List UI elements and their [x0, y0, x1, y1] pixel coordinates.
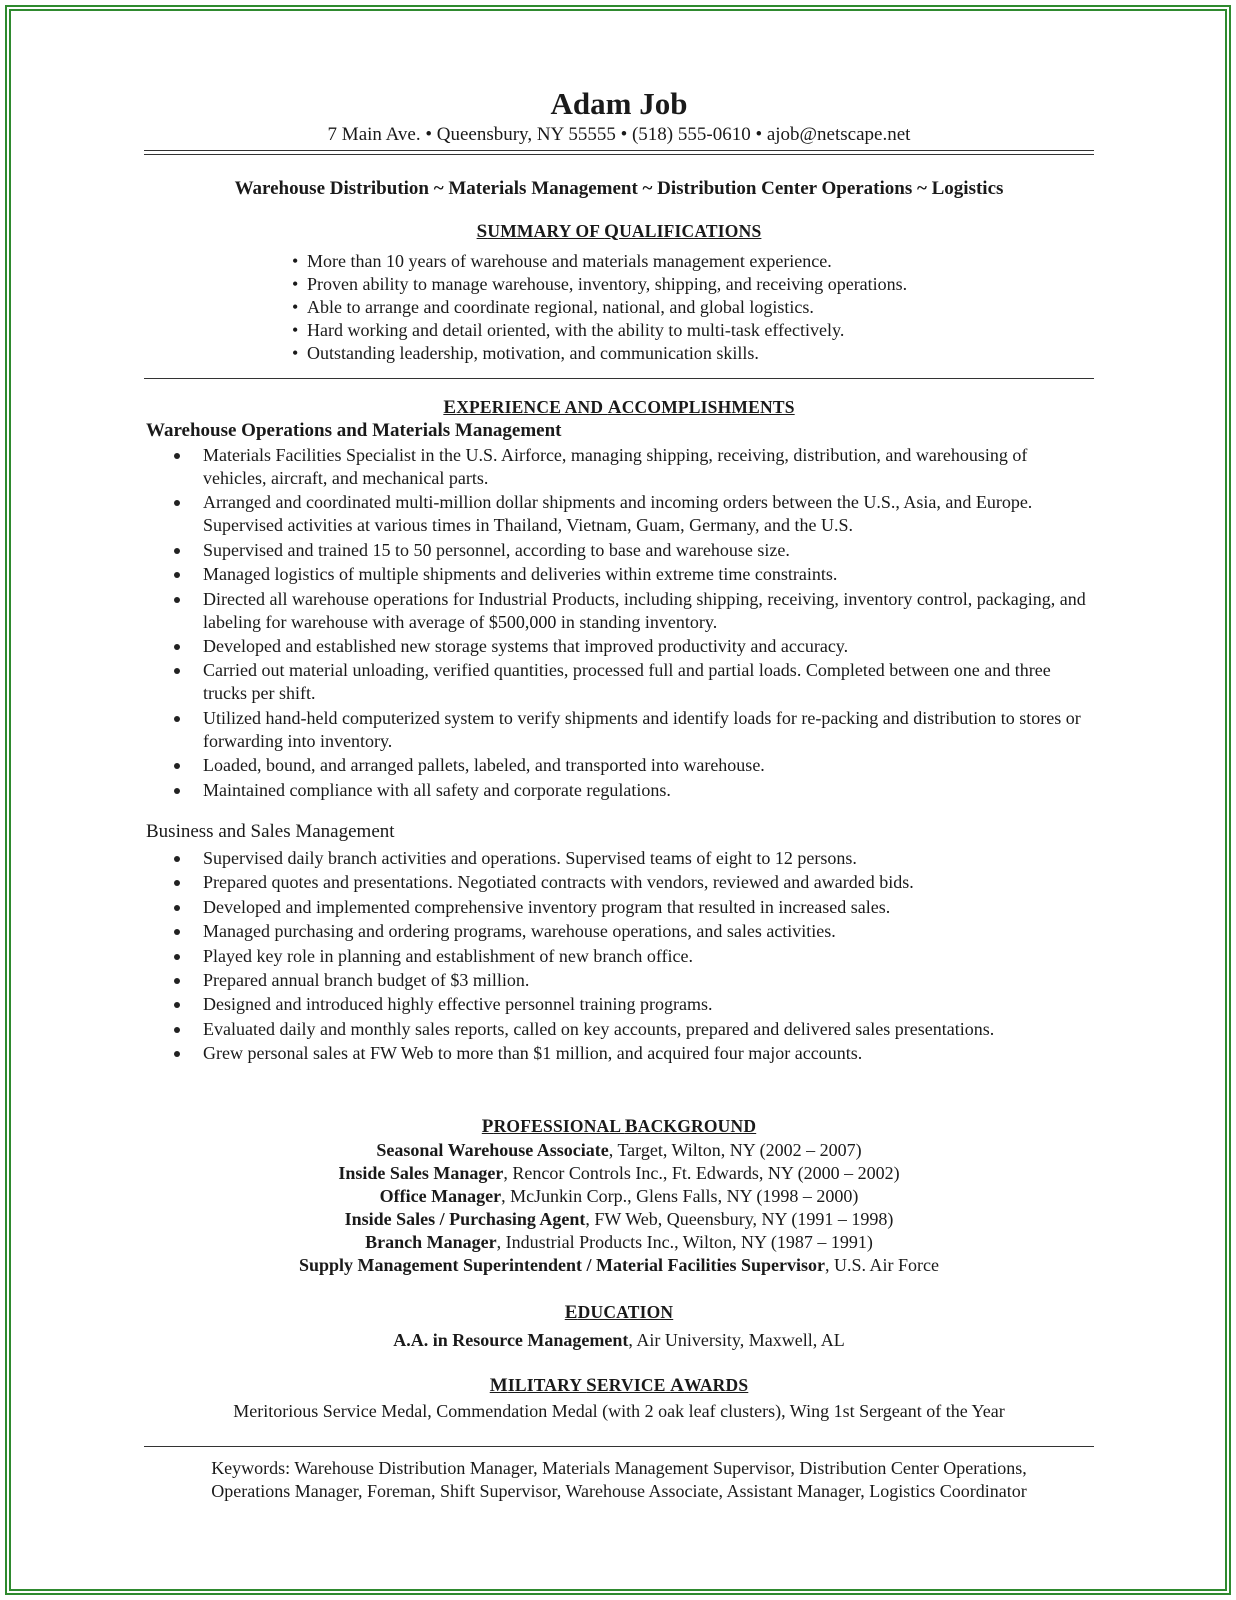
- experience-title: EXPERIENCE AND ACCOMPLISHMENTS: [443, 397, 795, 418]
- contact-line: 7 Main Ave. • Queensbury, NY 55555 • (518) 555-0610 • ajob@netscape.net: [327, 124, 911, 145]
- list-item: Supervised and trained 15 to 50 personnel, according to base and warehouse size.: [144, 539, 1094, 562]
- list-item: Directed all warehouse operations for Industrial Products, including shipping, receiving, inventory control, packaging, and labeling for warehouse with average of $500,000 in standing inventory.: [144, 588, 1094, 634]
- experience-group-heading: Business and Sales Management: [146, 821, 395, 842]
- list-item: Prepared quotes and presentations. Negotiated contracts with vendors, reviewed and awarded bids.: [144, 871, 1094, 894]
- list-item: Prepared annual branch budget of $3 million.: [144, 969, 1094, 992]
- list-item: Grew personal sales at FW Web to more than $1 million, and acquired four major accounts.: [144, 1042, 1094, 1065]
- list-item: • Hard working and detail oriented, with the ability to multi-task effectively.: [292, 319, 907, 342]
- awards-title: MILITARY SERVICE AWARDS: [489, 1375, 749, 1396]
- experience-list-business: [144, 847, 1094, 1067]
- keywords-block: [144, 1457, 1094, 1503]
- candidate-name: Adam Job: [550, 86, 688, 121]
- list-item: Utilized hand-held computerized system to verify shipments and identify loads for re-packing and distribution to stores or forwarding into inventory.: [144, 707, 1094, 753]
- job-entry: Inside Sales / Purchasing Agent, FW Web, Queensbury, NY (1991 – 1998): [344, 1209, 894, 1229]
- summary-divider: [144, 378, 1094, 379]
- list-item: Developed and established new storage systems that improved productivity and accuracy.: [144, 635, 1094, 658]
- header-divider: [144, 150, 1094, 155]
- job-entry: Seasonal Warehouse Associate, Target, Wilton, NY (2002 – 2007): [376, 1140, 862, 1160]
- footer-divider: [144, 1446, 1094, 1447]
- list-item: Managed purchasing and ordering programs, warehouse operations, and sales activities.: [144, 920, 1094, 943]
- list-item: Designed and introduced highly effective personnel training programs.: [144, 993, 1094, 1016]
- keywords-line: Operations Manager, Foreman, Shift Supervisor, Warehouse Associate, Assistant Manager, Logistics Coordinator: [211, 1481, 1027, 1501]
- education-title: EDUCATION: [564, 1302, 674, 1323]
- awards-text: Meritorious Service Medal, Commendation Medal (with 2 oak leaf clusters), Wing 1st Sergeant of the Year: [233, 1401, 1005, 1421]
- job-entry: Branch Manager, Industrial Products Inc., Wilton, NY (1987 – 1991): [365, 1232, 873, 1252]
- list-item: • Outstanding leadership, motivation, and communication skills.: [292, 342, 907, 365]
- list-item: Arranged and coordinated multi-million dollar shipments and incoming orders between the U.S., Asia, and Europe. Supervised activities at various times in Thailand, Vietnam, Guam, Germany, and the U.S.: [144, 491, 1094, 537]
- education-entry: A.A. in Resource Management, Air University, Maxwell, AL: [393, 1330, 845, 1350]
- list-item: Developed and implemented comprehensive inventory program that resulted in increased sales.: [144, 896, 1094, 919]
- list-item: Supervised daily branch activities and operations. Supervised teams of eight to 12 persons.: [144, 847, 1094, 870]
- career-headline: Warehouse Distribution ~ Materials Management ~ Distribution Center Operations ~ Logistics: [234, 178, 1004, 199]
- list-item: Maintained compliance with all safety and corporate regulations.: [144, 779, 1094, 802]
- list-item: Managed logistics of multiple shipments and deliveries within extreme time constraints.: [144, 563, 1094, 586]
- list-item: Carried out material unloading, verified quantities, processed full and partial loads. Completed between one and three trucks per shift.: [144, 659, 1094, 705]
- background-title: PROFESSIONAL BACKGROUND: [481, 1116, 757, 1137]
- list-item: • More than 10 years of warehouse and materials management experience.: [292, 250, 907, 273]
- job-entry: Inside Sales Manager, Rencor Controls Inc., Ft. Edwards, NY (2000 – 2002): [338, 1163, 900, 1183]
- list-item: • Able to arrange and coordinate regional, national, and global logistics.: [292, 296, 907, 319]
- job-entry: Supply Management Superintendent / Material Facilities Supervisor, U.S. Air Force: [299, 1255, 939, 1275]
- list-item: Evaluated daily and monthly sales reports, called on key accounts, prepared and delivered sales presentations.: [144, 1018, 1094, 1041]
- experience-list-warehouse: [144, 444, 1094, 803]
- summary-title: SUMMARY OF QUALIFICATIONS: [476, 221, 762, 242]
- list-item: Materials Facilities Specialist in the U.S. Airforce, managing shipping, receiving, distribution, and warehousing of vehicles, aircraft, and mechanical parts.: [144, 444, 1094, 490]
- job-history-list: [144, 1139, 1094, 1277]
- job-entry: Office Manager, McJunkin Corp., Glens Falls, NY (1998 – 2000): [379, 1186, 859, 1206]
- experience-group-heading: Warehouse Operations and Materials Management: [146, 420, 562, 441]
- list-item: • Proven ability to manage warehouse, inventory, shipping, and receiving operations.: [292, 273, 907, 296]
- list-item: Played key role in planning and establishment of new branch office.: [144, 945, 1094, 968]
- list-item: Loaded, bound, and arranged pallets, labeled, and transported into warehouse.: [144, 754, 1094, 777]
- keywords-line: Keywords: Warehouse Distribution Manager, Materials Management Supervisor, Distribution Center Operations,: [211, 1458, 1027, 1478]
- summary-list: [292, 250, 907, 365]
